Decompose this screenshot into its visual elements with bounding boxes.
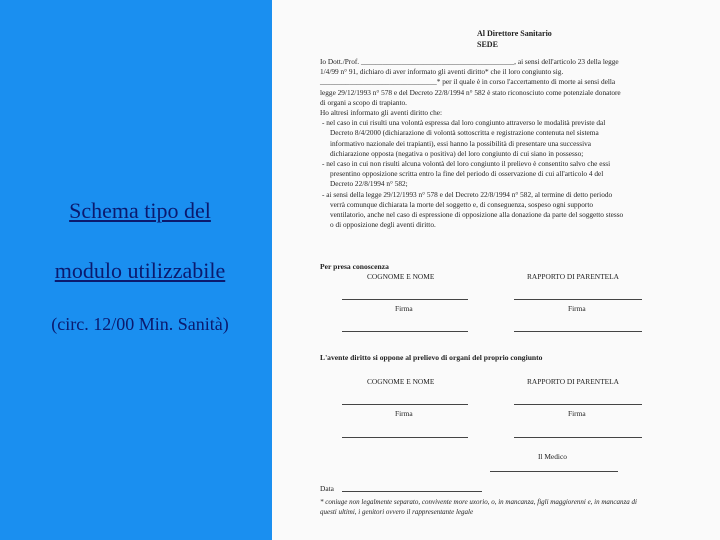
bullet-2: - nel caso in cui non risulti alcuna volontà del loro congiunto il prelievo è consentito salvo che essi presentino opposizione scritta entro la fine del periodo di osservazione di cui all'articolo 4 del Decreto 22/8/1994 n° 582; — [322, 159, 611, 189]
col-relation-2: RAPPORTO DI PARENTELA — [527, 377, 619, 386]
firma-label: Firma — [395, 409, 413, 418]
signature-line — [514, 404, 642, 405]
recipient-line: Al Direttore Sanitario — [477, 29, 552, 38]
medico-signature-line — [490, 471, 618, 472]
body-intro: Io Dott./Prof. __________________________________________, ai sensi dell'articolo 23 della legge 1/4/99 n° 91, dichiaro di aver informato gli aventi diritto* che il loro congiunto sig. ________________________________* per il quale è in corso l'accertamento di morte ai sensi della legge 29/12/1993 n° 578 e del Decreto 22/8/1994 n° 582 è stato riconosciuto come potenziale donatore di organi a scopo di trapianto. — [320, 57, 621, 107]
medico-label: Il Medico — [538, 452, 567, 461]
bullet-2-text: nel caso in cui non risulti alcuna volontà del loro congiunto il prelievo è consentito salvo che essi presentino opposizione scritta entro la fine del periodo di osservazione di cui all'articolo 4 del Decreto 22/8/1994 n° 582; — [326, 159, 611, 189]
document-scan — [272, 0, 720, 540]
firma-label: Firma — [395, 304, 413, 313]
bullet-3: - ai sensi della legge 29/12/1993 n° 578 e del Decreto 22/8/1994 n° 582, al termine di detto periodo verrà comunque dichiarata la morte del soggetto e, di conseguenza, sospeso ogni supporto ventilatorio, anche nel caso di espressione di opposizione alla donazione da parte del soggetto stesso o di opposizione degli aventi diritto. — [322, 189, 624, 230]
firma-label: Firma — [568, 409, 586, 418]
signature-line — [514, 331, 642, 332]
bullet-1: - nel caso in cui risulti una volontà espressa dal loro congiunto attraverso le modalità previste dal Decreto 8/4/2000 (dichiarazione di volontà sottoscritta e registrazione contenuta nel sistema informativo nazionale dei trapianti), essi hanno la possibilità di presentare una successiva dichiarazione opposta (negativa o positiva) del loro congiunto di cui siano in possesso; — [322, 118, 606, 158]
col-name-2: COGNOME E NOME — [367, 377, 435, 386]
recipient-sede: SEDE — [477, 40, 498, 49]
body-lead: Ho altresì informato gli aventi diritto che: — [320, 108, 442, 118]
left-panel — [0, 0, 272, 540]
document-body — [320, 57, 625, 230]
bullet-1-text: nel caso in cui risulti una volontà espressa dal loro congiunto attraverso le modalità previste dal Decreto 8/4/2000 (dichiarazione di volontà sottoscritta e registrazione contenuta nel sistema informativo nazionale dei trapianti), essi hanno la possibilità di presentare una successiva dichiarazione opposta (negativa o positiva) del loro congiunto di cui siano in possesso; — [326, 118, 606, 158]
col-relation-1: RAPPORTO DI PARENTELA — [527, 272, 619, 281]
signature-line — [514, 299, 642, 300]
data-label: Data — [320, 484, 334, 493]
signature-line — [514, 437, 642, 438]
col-name-1: COGNOME E NOME — [367, 272, 435, 281]
caption-line-1: Schema tipo del — [69, 198, 211, 223]
section-2-title: L'avente diritto si oppone al prelievo di organi del proprio congiunto — [320, 353, 543, 362]
date-line — [342, 491, 482, 492]
document-header — [477, 28, 552, 50]
bullet-3-text: ai sensi della legge 29/12/1993 n° 578 e del Decreto 22/8/1994 n° 582, al termine di detto periodo verrà comunque dichiarata la morte del soggetto e, di conseguenza, sospeso ogni supporto ventilatorio, anche nel caso di espressione di opposizione alla donazione da parte del soggetto stesso o di opposizione degli aventi diritto. — [326, 189, 624, 230]
signature-line — [342, 331, 468, 332]
firma-label: Firma — [568, 304, 586, 313]
caption-line-3: (circ. 12/00 Min. Sanità) — [51, 314, 229, 334]
signature-line — [342, 299, 468, 300]
signature-line — [342, 404, 468, 405]
caption-line-2: modulo utilizzabile — [54, 258, 226, 283]
section-1-title: Per presa conoscenza — [320, 262, 389, 271]
footnote: * coniuge non legalmente separato, convivente more uxorio, o, in mancanza, figli maggiorenni e, in mancanza di questi ultimi, i genitori ovvero il rappresentante legale — [320, 498, 637, 516]
signature-line — [342, 437, 468, 438]
